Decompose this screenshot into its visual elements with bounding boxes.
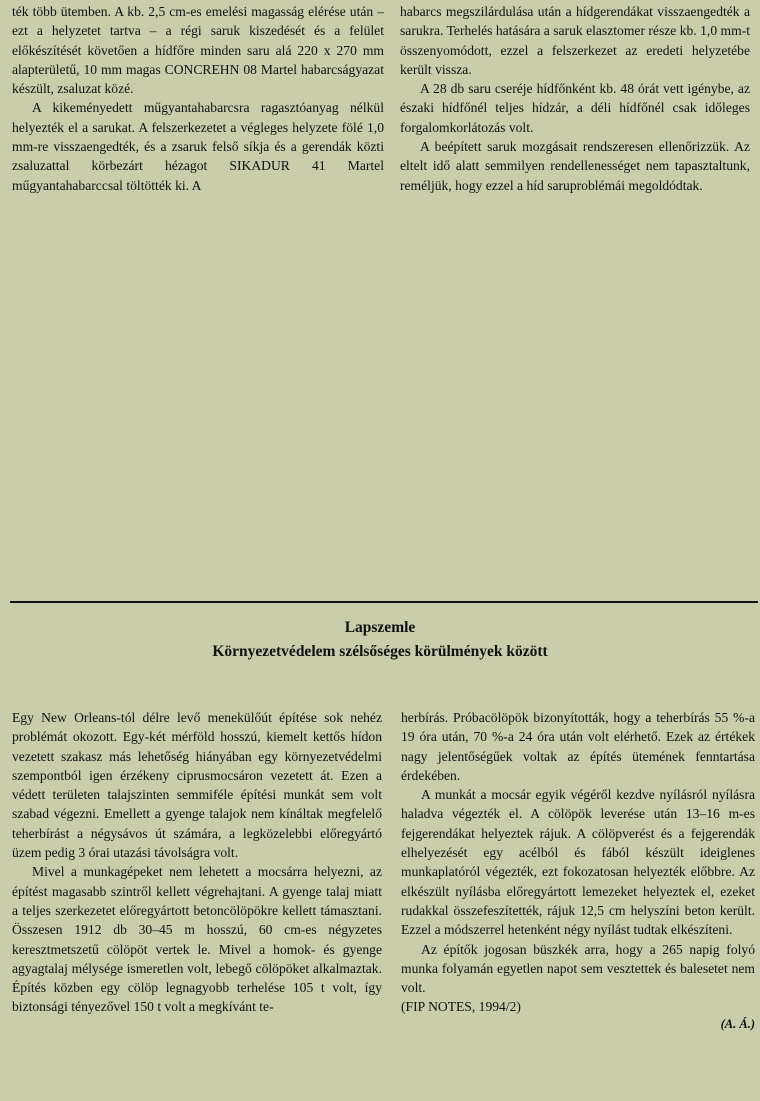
paragraph: ték több ütemben. A kb. 2,5 cm-es emelési magasság elérése után – ezt a helyzetet tartva – a régi saruk kiszedését és a felület előkészítését követően a hídfőre minden saru alá 220 x 270 mm alapterületű, 10 mm magas CONCREHN 08 Martel habarcságyazat készült, zsaluzat közé. [12, 4, 384, 97]
paragraph: herbírás. Próbacölöpök bizonyították, hogy a teherbírás 55 %-a 19 óra után, 70 %-a 24 óra után volt elérhető. Ezek az értékek nagy jelentőségűek voltak az építés ütemének fenntartása érdekében. [401, 710, 755, 783]
paragraph: A 28 db saru cseréje hídfőnként kb. 48 órát vett igénybe, az északi hídfőnél teljes hídzár, a déli hídfőnél csak időleges forgalomkorlátozás volt. [400, 81, 750, 135]
top-left-column [12, 2, 384, 195]
article-title: Környezetvédelem szélsőséges körülmények között [212, 643, 548, 660]
paragraph: habarcs megszilárdulása után a hídgerendákat visszaengedték a sarukra. Terhelés hatására a saruk elasztomer része kb. 1,0 mm-t összenyomódott, ezzel a felszerkezet az eredeti helyzetébe került vissza. [400, 4, 750, 77]
paragraph: Az építők jogosan büszkék arra, hogy a 265 napig folyó munka folyamán egyetlen napot sem vesztettek és balesetet nem volt. [401, 941, 755, 996]
bottom-left-column [12, 708, 382, 1017]
paragraph: A kikeményedett műgyantahabarcsra ragasztóanyag nélkül helyezték el a sarukat. A felszerkezetet a végleges helyzete fölé 1,0 mm-re visszaengedték, és a zsaruk felső síkja és a gerendák közti zsaluzattal körbezárt hézagot SIKADUR 41 Martel műgyantahabarccsal töltötték ki. A [12, 100, 384, 193]
paragraph: Egy New Orleans-tól délre levő menekülőút építése sok nehéz problémát okozott. Egy-két mérföld hosszú, kiemelt kettős hídon vezetett szakasz más lehetőség hiányában egy környezetvédelmi szempontból igen érzékeny ciprusmocsáron vezetett át. Ezen a védett területen talajszinten semmiféle építési munkát sem volt szabad végezni. Emellett a gyenge talajok nem kínáltak megfelelő teherbírást a négysávos út számára, a legközelebbi előregyártó üzem pedig 3 órai utazási távolságra volt. [12, 710, 382, 861]
bottom-right-column [401, 708, 755, 1034]
section-divider [10, 601, 758, 603]
paragraph: A beépített saruk mozgásait rendszeresen ellenőrizzük. Az eltelt idő alatt semmilyen rendellenességet nem tapasztaltunk, reméljük, hogy ezzel a híd saruproblémái megoldódtak. [400, 139, 750, 193]
paragraph: A munkát a mocsár egyik végéről kezdve nyílásról nyílásra haladva végezték el. A cölöpök leverése után 13–16 m-es fejgerendákat helyeztek rájuk. A cölöpverést és a fejgerendák elhelyezését egy acélból és fából készült ideiglenes munkaplatóról végezték, ezt fokozatosan helyezték előbbre. Az elkészült nyílásba előregyártott lemezeket helyeztek el, ezeket rudakkal összefeszítették, rájuk 12,5 cm helyszíni beton került. Ezzel a módszerrel hetenként négy nyílást tudtak elkészíteni. [401, 787, 755, 938]
section-title: Lapszemle [344, 619, 416, 636]
paragraph: Mivel a munkagépeket nem lehetett a mocsárra helyezni, az építést magasabb szintről kellett végrehajtani. A gyenge talaj miatt a teljes szerkezetet előregyártott betoncölöpökre kellett támasztani. Összesen 1912 db 30–45 m hosszú, 60 cm-es négyzetes keresztmetszetű cölöpöt vertek le. Mivel a homok- és gyenge agyagtalaj mélysége ismeretlen volt, lebegő cölöpöket alkalmaztak. Építés közben egy cölöp legnagyobb terhelése 105 t volt, így biztonsági tényezővel 150 t volt a megkívánt te- [12, 864, 382, 1015]
source-citation: (FIP NOTES, 1994/2) [401, 999, 521, 1015]
author-signature: (A. Á.) [720, 1016, 755, 1031]
top-right-column [400, 2, 750, 195]
